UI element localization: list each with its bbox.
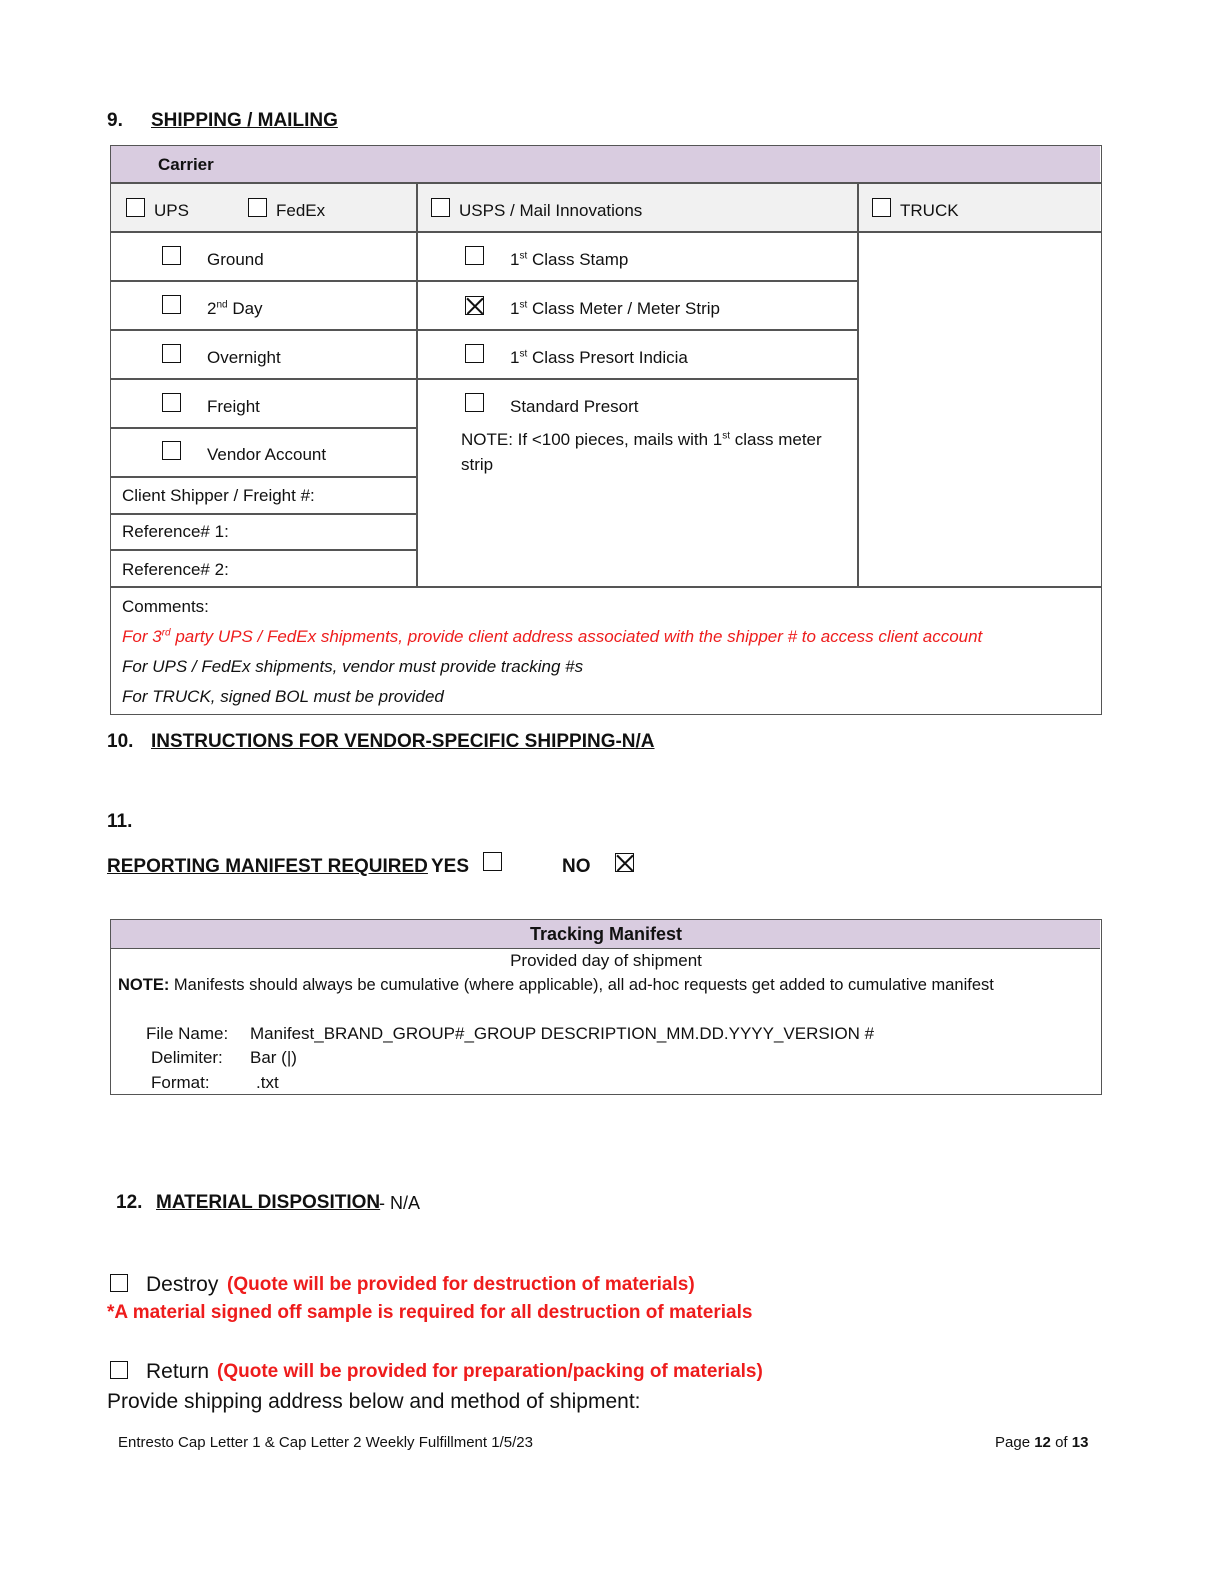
- tracking-manifest-subtitle: Provided day of shipment: [510, 951, 702, 970]
- reporting-manifest-title: REPORTING MANIFEST REQUIRED: [107, 856, 428, 877]
- manifest-no-checkbox[interactable]: [615, 853, 634, 872]
- first-class-presort-label: 1st Class Presort Indicia: [510, 348, 688, 367]
- section-12-heading: [116, 1192, 380, 1214]
- comment-truck: For TRUCK, signed BOL must be provided: [122, 687, 444, 706]
- destroy-label: Destroy: [146, 1273, 219, 1296]
- destroy-warning: *A material signed off sample is required for all destruction of materials: [107, 1302, 753, 1323]
- standard-presort-checkbox[interactable]: [465, 393, 484, 412]
- vendor-account-label: Vendor Account: [207, 445, 327, 464]
- delimiter-label: Delimiter:: [151, 1048, 223, 1067]
- ground-label: Ground: [207, 250, 264, 269]
- overnight-checkbox[interactable]: [162, 344, 181, 363]
- ups-label: UPS: [154, 201, 189, 220]
- tracking-manifest-title: Tracking Manifest: [529, 924, 683, 944]
- comments-label: Comments:: [122, 597, 209, 616]
- section-10-heading: [107, 731, 655, 753]
- manifest-yes-checkbox[interactable]: [483, 852, 502, 871]
- usps-label: USPS / Mail Innovations: [459, 201, 643, 220]
- return-checkbox[interactable]: [110, 1361, 128, 1379]
- comment-third-party: For 3rd party UPS / FedEx shipments, provide client address associated with the shipper # to access client account: [122, 627, 983, 646]
- destroy-note: (Quote will be provided for destruction of materials): [227, 1274, 695, 1295]
- carrier-label: Carrier: [158, 155, 214, 174]
- yes-label: YES: [431, 856, 470, 877]
- overnight-label: Overnight: [207, 348, 281, 367]
- carrier-header-bar: [111, 146, 1100, 183]
- reference1-label: Reference# 1:: [122, 522, 229, 541]
- first-class-presort-checkbox[interactable]: [465, 344, 484, 363]
- truck-label: TRUCK: [900, 201, 959, 220]
- return-instruction: Provide shipping address below and method of shipment:: [107, 1390, 641, 1413]
- reporting-manifest-row: [107, 856, 428, 878]
- reference2-label: Reference# 2:: [122, 560, 229, 579]
- freight-checkbox[interactable]: [162, 393, 181, 412]
- standard-presort-label: Standard Presort: [510, 397, 639, 416]
- delimiter-value: Bar (|): [250, 1048, 297, 1067]
- second-day-checkbox[interactable]: [162, 295, 181, 314]
- client-shipper-label: Client Shipper / Freight #:: [122, 486, 315, 505]
- section-number: 10.: [107, 731, 134, 752]
- format-label: Format:: [151, 1073, 210, 1092]
- format-value: .txt: [256, 1073, 279, 1092]
- footer-page-number: Page 12 of 13: [995, 1434, 1089, 1451]
- vendor-account-checkbox[interactable]: [162, 441, 181, 460]
- section-title: MATERIAL DISPOSITION: [156, 1192, 381, 1213]
- usps-checkbox[interactable]: [431, 198, 450, 217]
- footer-doc-title: Entresto Cap Letter 1 & Cap Letter 2 Weekly Fulfillment 1/5/23: [118, 1434, 533, 1451]
- return-note: (Quote will be provided for preparation/packing of materials): [217, 1361, 763, 1382]
- first-class-stamp-label: 1st Class Stamp: [510, 250, 629, 269]
- return-label: Return: [146, 1360, 210, 1383]
- manifest-note: NOTE: Manifests should always be cumulative (where applicable), all ad-hoc requests get added to cumulative manifest: [118, 976, 994, 994]
- section-number: 9.: [107, 110, 123, 131]
- usps-note-line1: NOTE: If <100 pieces, mails with 1st class meter: [461, 430, 822, 449]
- file-name-label: File Name:: [146, 1024, 229, 1043]
- section-title: SHIPPING / MAILING: [151, 110, 338, 131]
- fedex-label: FedEx: [276, 201, 326, 220]
- ups-checkbox[interactable]: [126, 198, 145, 217]
- section-12-suffix: - N/A: [379, 1193, 421, 1213]
- first-class-meter-label: 1st Class Meter / Meter Strip: [510, 299, 720, 318]
- first-class-meter-checkbox[interactable]: [465, 296, 484, 315]
- fedex-checkbox[interactable]: [248, 198, 267, 217]
- section-number: 12.: [116, 1192, 143, 1213]
- truck-checkbox[interactable]: [872, 198, 891, 217]
- first-class-stamp-checkbox[interactable]: [465, 246, 484, 265]
- freight-label: Freight: [207, 397, 260, 416]
- section-title: INSTRUCTIONS FOR VENDOR-SPECIFIC SHIPPING-N/A: [151, 731, 655, 752]
- comment-tracking: For UPS / FedEx shipments, vendor must provide tracking #s: [122, 657, 584, 676]
- second-day-label: 2nd Day: [207, 299, 263, 318]
- file-name-value: Manifest_BRAND_GROUP#_GROUP DESCRIPTION_MM.DD.YYYY_VERSION #: [250, 1024, 875, 1043]
- usps-note-line2: strip: [461, 455, 494, 474]
- destroy-checkbox[interactable]: [110, 1274, 128, 1292]
- section-9-heading: [107, 110, 338, 132]
- no-label: NO: [562, 856, 591, 877]
- section-11-number: 11.: [107, 811, 133, 832]
- ground-checkbox[interactable]: [162, 246, 181, 265]
